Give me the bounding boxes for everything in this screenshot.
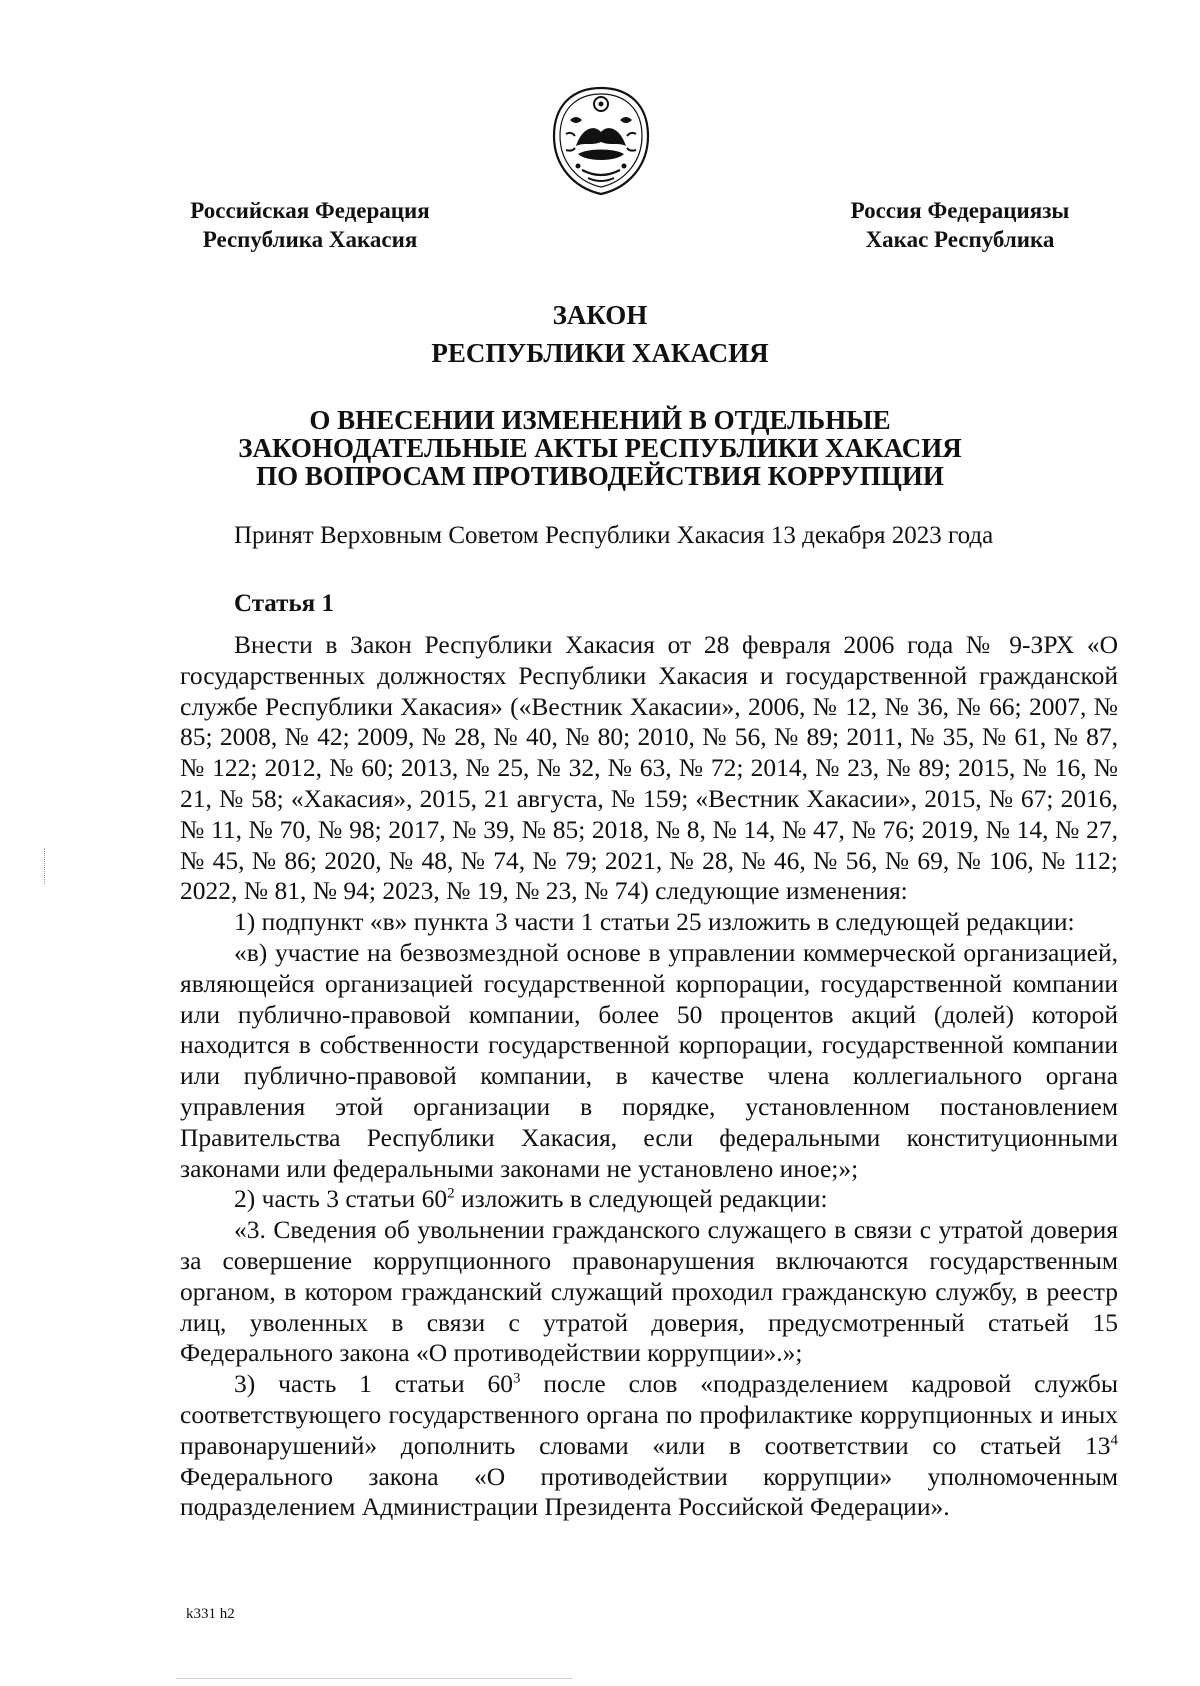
item-3-after: Федерального закона «О противодействии коррупции» уполномоченным подразделением Администрации Президента Российской Федерации». — [180, 1461, 1118, 1522]
item-1-text: «в) участие на безвозмездной основе в управлении коммерческой организацией, являющейся организацией государственной корпорации, государственной компании или публично-правовой компании, более 50 процентов акций (долей) которой находится в собственности государственной корпорации, государственной компании или публично-правовой компании, в качестве члена коллегиального органа управления этой организации в порядке, установленном постановлением Правительства Республики Хакасия, если федеральными конституционными законами или федеральными законами не установлено иное;»; — [180, 937, 1118, 1183]
item-1: 1) подпункт «в» пункта 3 части 1 статьи 25 изложить в следующей редакции: — [234, 907, 1075, 937]
item-2-after: изложить в следующей редакции: — [454, 1184, 828, 1214]
scan-artifact-line — [176, 1678, 572, 1679]
law-title-line1: ЗАКОН — [552, 300, 648, 330]
item-2-text: «3. Сведения об увольнении гражданского служащего в связи с утратой доверия за совершение коррупционного правонарушения включаются государственным органом, в котором гражданский служащий проходил гражданскую службу, в реестр лиц, уволенных в связи с утратой доверия, предусмотренный статьей 15 Федерального закона «О противодействии коррупции».»; — [180, 1215, 1118, 1368]
item-3-middle: после слов «подразделением кадровой службы соответствующего государственного органа по профилактике коррупционных и иных правонарушений» дополнить словами «или в соответствии со статьей 13 — [180, 1369, 1119, 1460]
law-subtitle — [0, 406, 1200, 490]
article-intro: Внести в Закон Республики Хакасия от 28 февраля 2006 года № 9-ЗРХ «О государственных должностях Республики Хакасия и государственной гражданской службе Республики Хакасия» («Вестник Хакасии», 2006, № 12, № 36, № 66; 2007, № 85; 2008, № 42; 2009, № 28, № 40, № 80; 2010, № 56, № 89; 2011, № 35, № 61, № 87, № 122; 2012, № 60; 2013, № 25, № 32, № 63, № 72; 2014, № 23, № 89; 2015, № 16, № 21, № 58; «Хакасия», 2015, 21 августа, № 159; «Вестник Хакасии», 2015, № 67; 2016, № 11, № 70, № 98; 2017, № 39, № 85; 2018, № 8, № 14, № 47, № 76; 2019, № 14, № 27, № 45, № 86; 2020, № 48, № 74, № 79; 2021, № 28, № 46, № 56, № 69, № 106, № 112; 2022, № 81, № 94; 2023, № 19, № 23, № 74) следующие изменения: — [180, 630, 1118, 906]
khakassia-coat-of-arms-icon — [548, 84, 654, 198]
header-left-line2: Республика Хакасия — [202, 227, 418, 252]
item-2-before: 2) часть 3 статьи 60 — [234, 1184, 448, 1214]
header-right-line2: Хакас Республика — [865, 227, 1055, 252]
law-subtitle-line2: ЗАКОНОДАТЕЛЬНЫЕ АКТЫ РЕСПУБЛИКИ ХАКАСИЯ — [238, 433, 962, 463]
header-left — [160, 196, 460, 254]
item-3-superscript-2: 4 — [1110, 1432, 1118, 1449]
article-body — [180, 630, 1118, 1523]
item-2-superscript: 2 — [447, 1185, 455, 1202]
article-heading: Статья 1 — [234, 590, 334, 617]
item-3 — [180, 1369, 1118, 1523]
scan-artifact-mark — [44, 848, 46, 884]
law-subtitle-line3: ПО ВОПРОСАМ ПРОТИВОДЕЙСТВИЯ КОРРУПЦИИ — [256, 461, 944, 491]
footer-code: k331 h2 — [186, 1606, 235, 1622]
law-title-line2: РЕСПУБЛИКИ ХАКАСИЯ — [431, 338, 769, 368]
header-left-line1: Российская Федерация — [190, 198, 430, 223]
item-3-superscript: 3 — [512, 1370, 521, 1387]
item-2 — [180, 1184, 1118, 1215]
adoption-note: Принят Верховным Советом Республики Хакасия 13 декабря 2023 года — [234, 522, 994, 549]
header-right — [820, 196, 1100, 254]
item-3-before: 3) часть 1 статьи 60 — [234, 1369, 513, 1399]
law-subtitle-line1: О ВНЕСЕНИИ ИЗМЕНЕНИЙ В ОТДЕЛЬНЫЕ — [309, 405, 891, 435]
header-right-line1: Россия Федерациязы — [850, 198, 1070, 223]
